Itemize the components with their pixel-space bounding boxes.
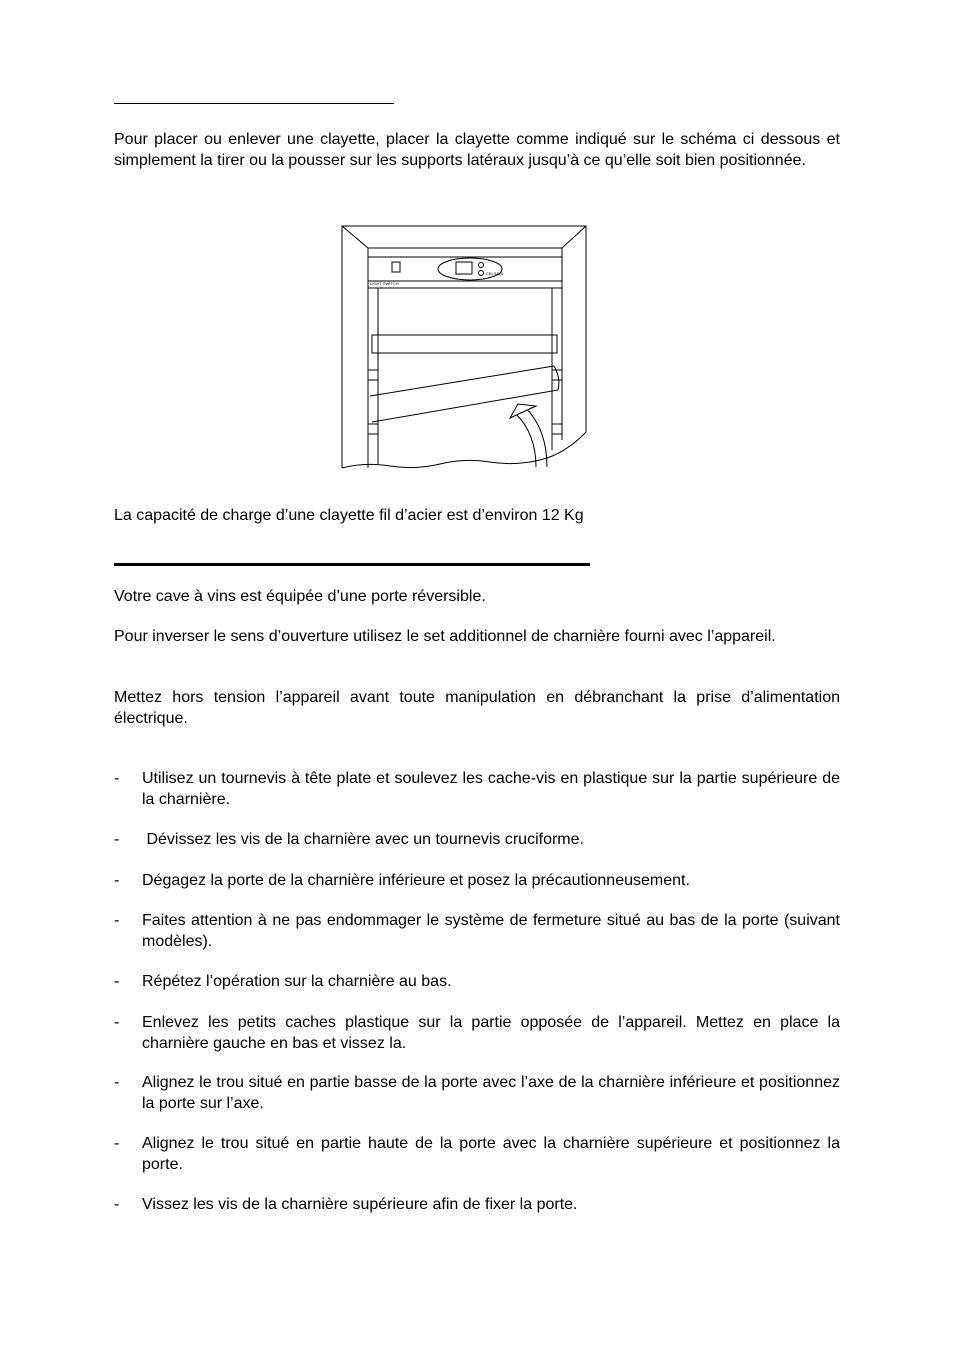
svg-text:LIGHT SWITCH: LIGHT SWITCH [370,281,399,286]
hinge-set-paragraph: Pour inverser le sens d’ouverture utilisez le set additionnel de charnière fourni avec l’appareil. [114,628,776,645]
svg-text:CELSIUS: CELSIUS [486,271,504,276]
shelf-diagram [340,224,590,472]
section-title-underline [114,563,590,566]
shelf-capacity: La capacité de charge d’une clayette fil d’acier est d’environ 12 Kg [114,507,584,524]
reversible-door-intro: Votre cave à vins est équipée d’une porte réversible. [114,588,486,605]
section-title-underline [114,103,394,104]
power-off-warning: Mettez hors tension l’appareil avant toute manipulation en débranchant la prise d’alimentation électrique. [114,689,840,727]
shelf-instructions: Pour placer ou enlever une clayette, placer la clayette comme indiqué sur le schéma ci dessous et simplement la tirer ou la pousser sur les supports latéraux jusqu’à ce qu’elle soit bien positionnée. [114,131,840,169]
